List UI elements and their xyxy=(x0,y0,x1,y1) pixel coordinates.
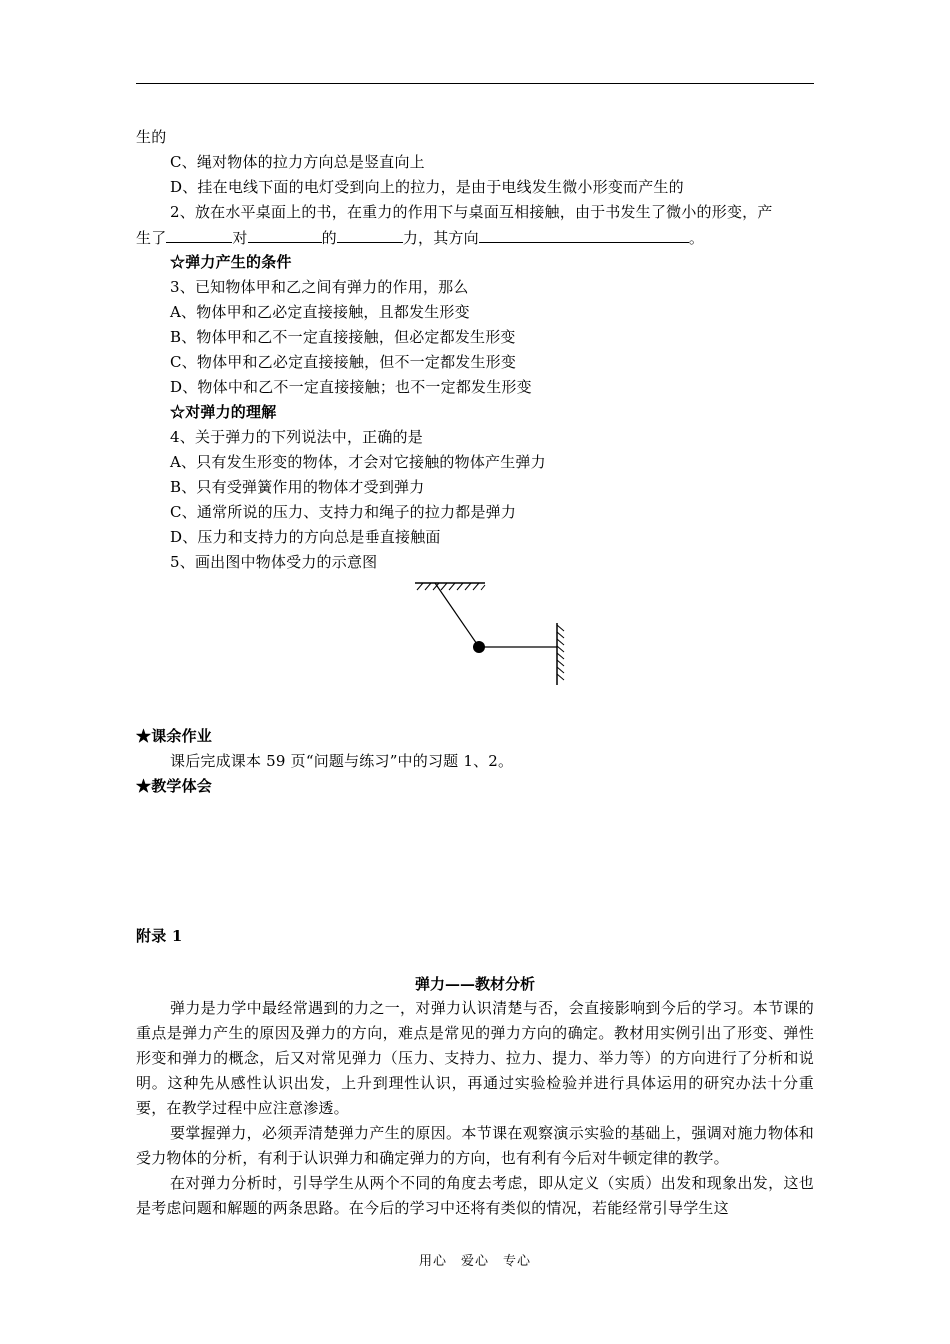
option-d: D、压力和支持力的方向总是垂直接触面 xyxy=(170,528,441,546)
question-2-blanks xyxy=(136,227,704,248)
blank-3[interactable] xyxy=(337,227,403,243)
text-line: 生的 xyxy=(136,128,167,146)
force-diagram xyxy=(405,575,575,690)
option-c: C、物体甲和乙必定直接接触，但不一定都发生形变 xyxy=(170,353,517,371)
analysis-paragraph: 在对弹力分析时，引导学生从两个不同的角度去考虑，即从定义（实质）出发和现象出发，这也是考虑问题和解题的两条思路。在今后的学习中还将有类似的情况，若能经常引导学生这 xyxy=(136,1174,814,1217)
section-heading: ☆弹力产生的条件 xyxy=(170,253,292,271)
option-a: A、只有发生形变的物体，才会对它接触的物体产生弹力 xyxy=(170,453,546,471)
option-d: D、物体中和乙不一定直接接触；也不一定都发生形变 xyxy=(170,378,532,396)
reflection-heading: ★教学体会 xyxy=(136,777,213,795)
option-b: B、只有受弹簧作用的物体才受到弹力 xyxy=(170,478,425,496)
question-4: 4、关于弹力的下列说法中，正确的是 xyxy=(170,428,423,446)
analysis-title: 弹力——教材分析 xyxy=(414,975,535,993)
question-2: 2、放在水平桌面上的书，在重力的作用下与桌面互相接触，由于书发生了微小的形变，产 xyxy=(170,203,773,221)
analysis-paragraph: 要掌握弹力，必须弄清楚弹力产生的原因。本节课在观察演示实验的基础上，强调对施力物体和受力物体的分析，有利于认识弹力和确定弹力的方向，也有利有今后对牛顿定律的教学。 xyxy=(136,1124,814,1167)
question-5: 5、画出图中物体受力的示意图 xyxy=(170,553,378,571)
option-c: C、绳对物体的拉力方向总是竖直向上 xyxy=(170,153,425,171)
option-a: A、物体甲和乙必定直接接触，且都发生形变 xyxy=(170,303,470,321)
text-fragment: 力，其方向 xyxy=(402,229,479,247)
text-fragment: 。 xyxy=(688,229,705,247)
blank-2[interactable] xyxy=(248,227,322,243)
header-rule xyxy=(136,83,814,84)
option-c: C、通常所说的压力、支持力和绳子的拉力都是弹力 xyxy=(170,503,517,521)
blank-1[interactable] xyxy=(166,227,232,243)
section-heading: ☆对弹力的理解 xyxy=(170,403,277,421)
text-fragment: 生了 xyxy=(136,229,167,247)
page-footer: 用心 爱心 专心 xyxy=(418,1254,531,1269)
appendix-heading: 附录 1 xyxy=(136,927,183,945)
option-b: B、物体甲和乙不一定直接接触，但必定都发生形变 xyxy=(170,328,516,346)
ball-object xyxy=(473,641,485,653)
blank-4[interactable] xyxy=(479,227,689,243)
homework-heading: ★课余作业 xyxy=(136,727,213,745)
homework-text: 课后完成课本 59 页“问题与练习”中的习题 1、2。 xyxy=(170,752,514,770)
analysis-paragraph: 弹力是力学中最经常遇到的力之一，对弹力认识清楚与否，会直接影响到今后的学习。本节课的重点是弹力产生的原因及弹力的方向，难点是常见的弹力方向的确定。教材用实例引出了形变、弹性形变和弹力的概念，后又对常见弹力（压力、支持力、拉力、提力、举力等）的方向进行了分析和说明。这种先从感性认识出发，上升到理性认识，再通过实验检验并进行具体运用的研究办法十分重要，在教学过程中应注意渗透。 xyxy=(136,999,814,1117)
text-fragment: 对 xyxy=(232,229,248,247)
question-3: 3、已知物体甲和乙之间有弹力的作用，那么 xyxy=(170,278,469,296)
text-fragment: 的 xyxy=(321,229,337,247)
option-d: D、挂在电线下面的电灯受到向上的拉力，是由于电线发生微小形变而产生的 xyxy=(170,178,684,196)
